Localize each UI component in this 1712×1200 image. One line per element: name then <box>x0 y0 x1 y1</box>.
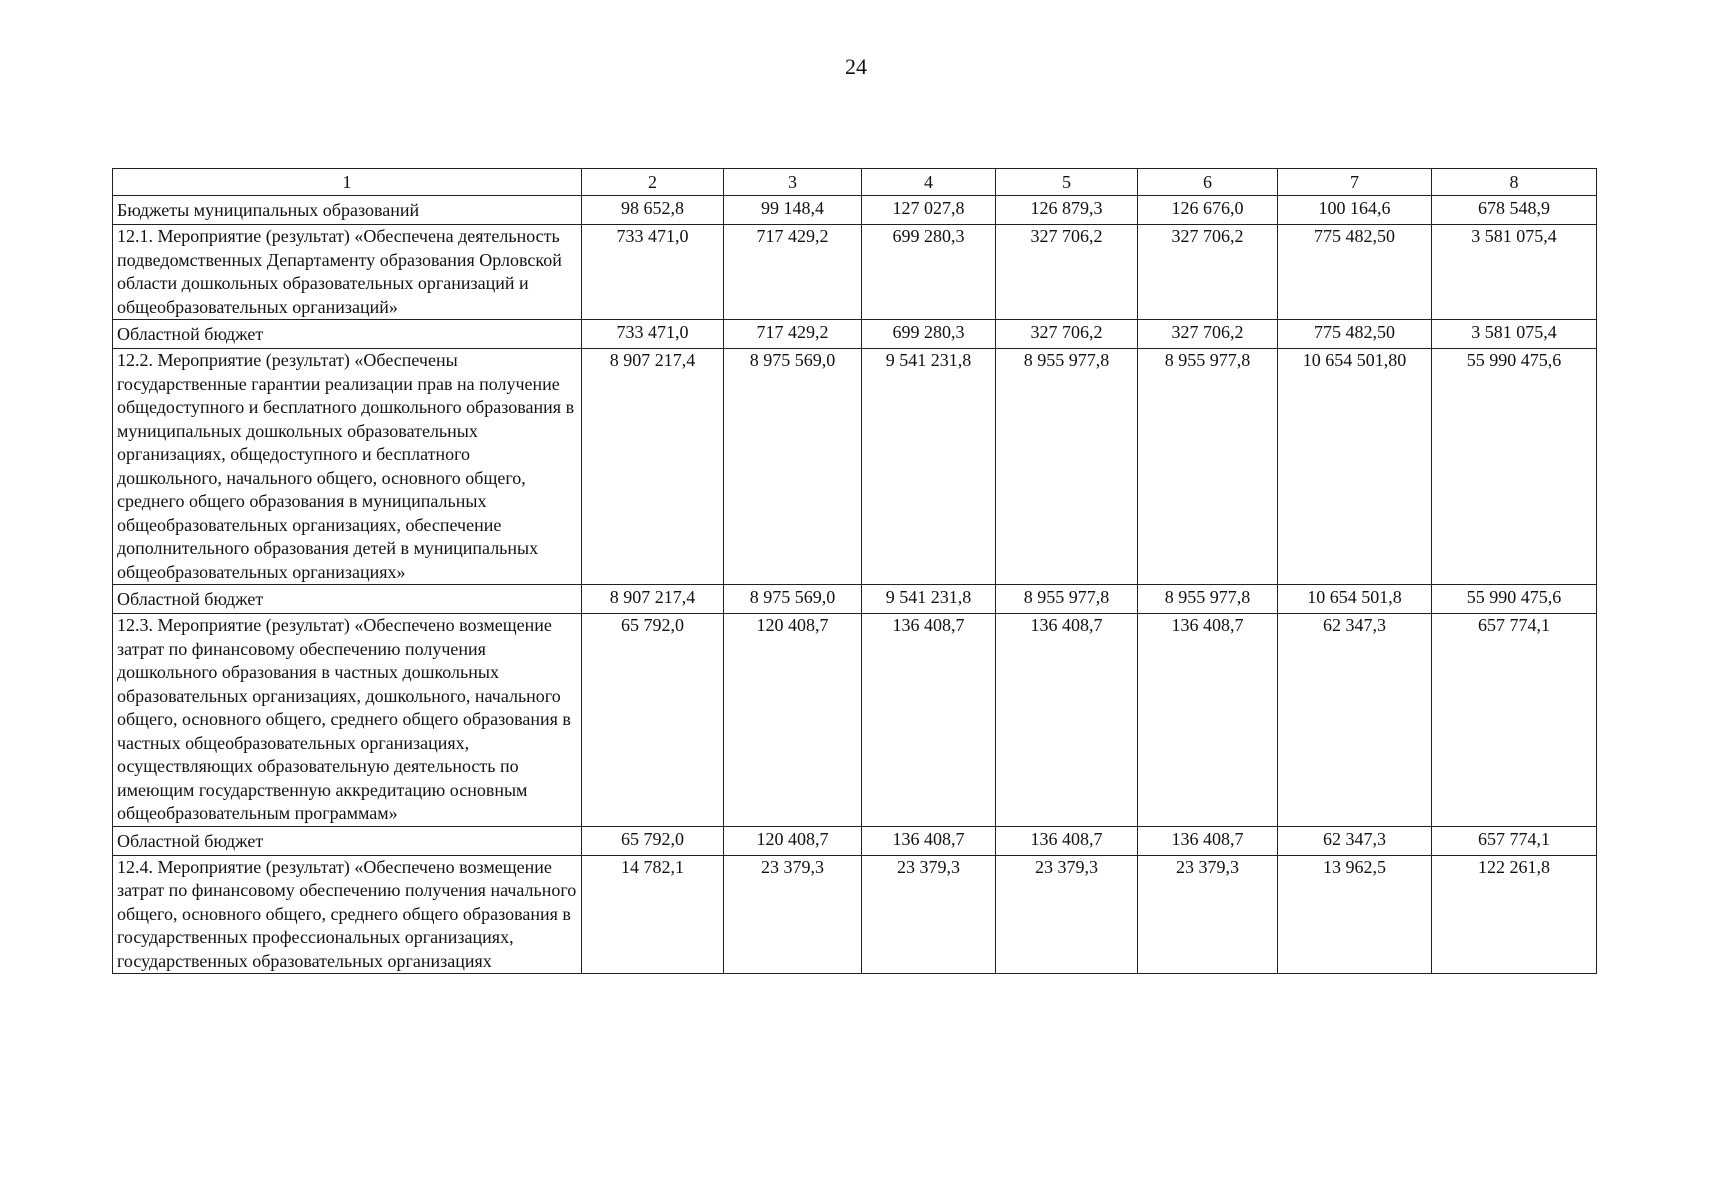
cell-value: 65 792,0 <box>582 826 724 855</box>
cell-value: 126 676,0 <box>1138 196 1278 225</box>
table-row <box>113 320 1597 349</box>
cell-value: 8 907 217,4 <box>582 585 724 614</box>
cell-value: 8 955 977,8 <box>1138 585 1278 614</box>
row-label: 12.3. Мероприятие (результат) «Обеспечено возмещение затрат по финансовому обеспечению получения дошкольного образования в частных дошкольных образовательных организациях, дошкольного, начального общего, основного общего, среднего общего образования в частных общеобразовательных организациях, осуществляющих образовательную деятельность по имеющим государственную аккредитацию основным общеобразовательным программам» <box>113 614 582 827</box>
cell-value: 136 408,7 <box>862 614 996 827</box>
table-row <box>113 855 1597 974</box>
table-body <box>113 196 1597 974</box>
cell-value: 120 408,7 <box>724 614 862 827</box>
cell-value: 100 164,6 <box>1278 196 1432 225</box>
column-header: 7 <box>1278 169 1432 196</box>
cell-value: 62 347,3 <box>1278 614 1432 827</box>
cell-value: 122 261,8 <box>1432 855 1597 974</box>
cell-value: 65 792,0 <box>582 614 724 827</box>
cell-value: 136 408,7 <box>996 826 1138 855</box>
cell-value: 3 581 075,4 <box>1432 320 1597 349</box>
table-header <box>113 169 1597 196</box>
cell-value: 23 379,3 <box>996 855 1138 974</box>
row-label: 12.1. Мероприятие (результат) «Обеспечена деятельность подведомственных Департаменту образования Орловской области дошкольных образовательных организаций и общеобразовательных организаций» <box>113 225 582 320</box>
cell-value: 775 482,50 <box>1278 225 1432 320</box>
cell-value: 327 706,2 <box>1138 320 1278 349</box>
cell-value: 136 408,7 <box>1138 614 1278 827</box>
cell-value: 775 482,50 <box>1278 320 1432 349</box>
cell-value: 127 027,8 <box>862 196 996 225</box>
table-row <box>113 826 1597 855</box>
column-header: 4 <box>862 169 996 196</box>
cell-value: 327 706,2 <box>1138 225 1278 320</box>
table-row <box>113 225 1597 320</box>
cell-value: 55 990 475,6 <box>1432 585 1597 614</box>
cell-value: 8 955 977,8 <box>996 585 1138 614</box>
cell-value: 717 429,2 <box>724 225 862 320</box>
cell-value: 8 975 569,0 <box>724 585 862 614</box>
cell-value: 8 975 569,0 <box>724 349 862 585</box>
column-header: 5 <box>996 169 1138 196</box>
cell-value: 8 907 217,4 <box>582 349 724 585</box>
cell-value: 733 471,0 <box>582 320 724 349</box>
table-row <box>113 585 1597 614</box>
cell-value: 99 148,4 <box>724 196 862 225</box>
cell-value: 136 408,7 <box>1138 826 1278 855</box>
cell-value: 136 408,7 <box>862 826 996 855</box>
cell-value: 23 379,3 <box>862 855 996 974</box>
cell-value: 23 379,3 <box>1138 855 1278 974</box>
column-header: 1 <box>113 169 582 196</box>
column-numbers-row <box>113 169 1597 196</box>
page-number: 24 <box>845 54 867 79</box>
cell-value: 678 548,9 <box>1432 196 1597 225</box>
row-label: Бюджеты муниципальных образований <box>113 196 582 225</box>
row-label: 12.2. Мероприятие (результат) «Обеспечены государственные гарантии реализации прав на получение общедоступного и бесплатного дошкольного образования в муниципальных дошкольных образовательных организациях, общедоступного и бесплатного дошкольного, начального общего, основного общего, среднего общего образования в муниципальных общеобразовательных организациях, обеспечение дополнительного образования детей в муниципальных общеобразовательных организациях» <box>113 349 582 585</box>
cell-value: 699 280,3 <box>862 320 996 349</box>
row-label: 12.4. Мероприятие (результат) «Обеспечено возмещение затрат по финансовому обеспечению получения начального общего, основного общего, среднего общего образования в государственных профессиональных организациях, государственных образовательных организациях <box>113 855 582 974</box>
cell-value: 98 652,8 <box>582 196 724 225</box>
cell-value: 13 962,5 <box>1278 855 1432 974</box>
cell-value: 733 471,0 <box>582 225 724 320</box>
cell-value: 55 990 475,6 <box>1432 349 1597 585</box>
cell-value: 126 879,3 <box>996 196 1138 225</box>
column-header: 6 <box>1138 169 1278 196</box>
cell-value: 14 782,1 <box>582 855 724 974</box>
cell-value: 9 541 231,8 <box>862 585 996 614</box>
cell-value: 8 955 977,8 <box>1138 349 1278 585</box>
cell-value: 3 581 075,4 <box>1432 225 1597 320</box>
cell-value: 8 955 977,8 <box>996 349 1138 585</box>
column-header: 2 <box>582 169 724 196</box>
row-label: Областной бюджет <box>113 320 582 349</box>
row-label: Областной бюджет <box>113 826 582 855</box>
cell-value: 9 541 231,8 <box>862 349 996 585</box>
cell-value: 10 654 501,8 <box>1278 585 1432 614</box>
cell-value: 120 408,7 <box>724 826 862 855</box>
column-header: 3 <box>724 169 862 196</box>
table-row <box>113 349 1597 585</box>
cell-value: 717 429,2 <box>724 320 862 349</box>
cell-value: 699 280,3 <box>862 225 996 320</box>
cell-value: 657 774,1 <box>1432 614 1597 827</box>
row-label: Областной бюджет <box>113 585 582 614</box>
table-row <box>113 614 1597 827</box>
cell-value: 62 347,3 <box>1278 826 1432 855</box>
budget-table <box>112 168 1597 974</box>
column-header: 8 <box>1432 169 1597 196</box>
cell-value: 10 654 501,80 <box>1278 349 1432 585</box>
cell-value: 327 706,2 <box>996 225 1138 320</box>
table-row <box>113 196 1597 225</box>
cell-value: 657 774,1 <box>1432 826 1597 855</box>
cell-value: 23 379,3 <box>724 855 862 974</box>
cell-value: 327 706,2 <box>996 320 1138 349</box>
cell-value: 136 408,7 <box>996 614 1138 827</box>
